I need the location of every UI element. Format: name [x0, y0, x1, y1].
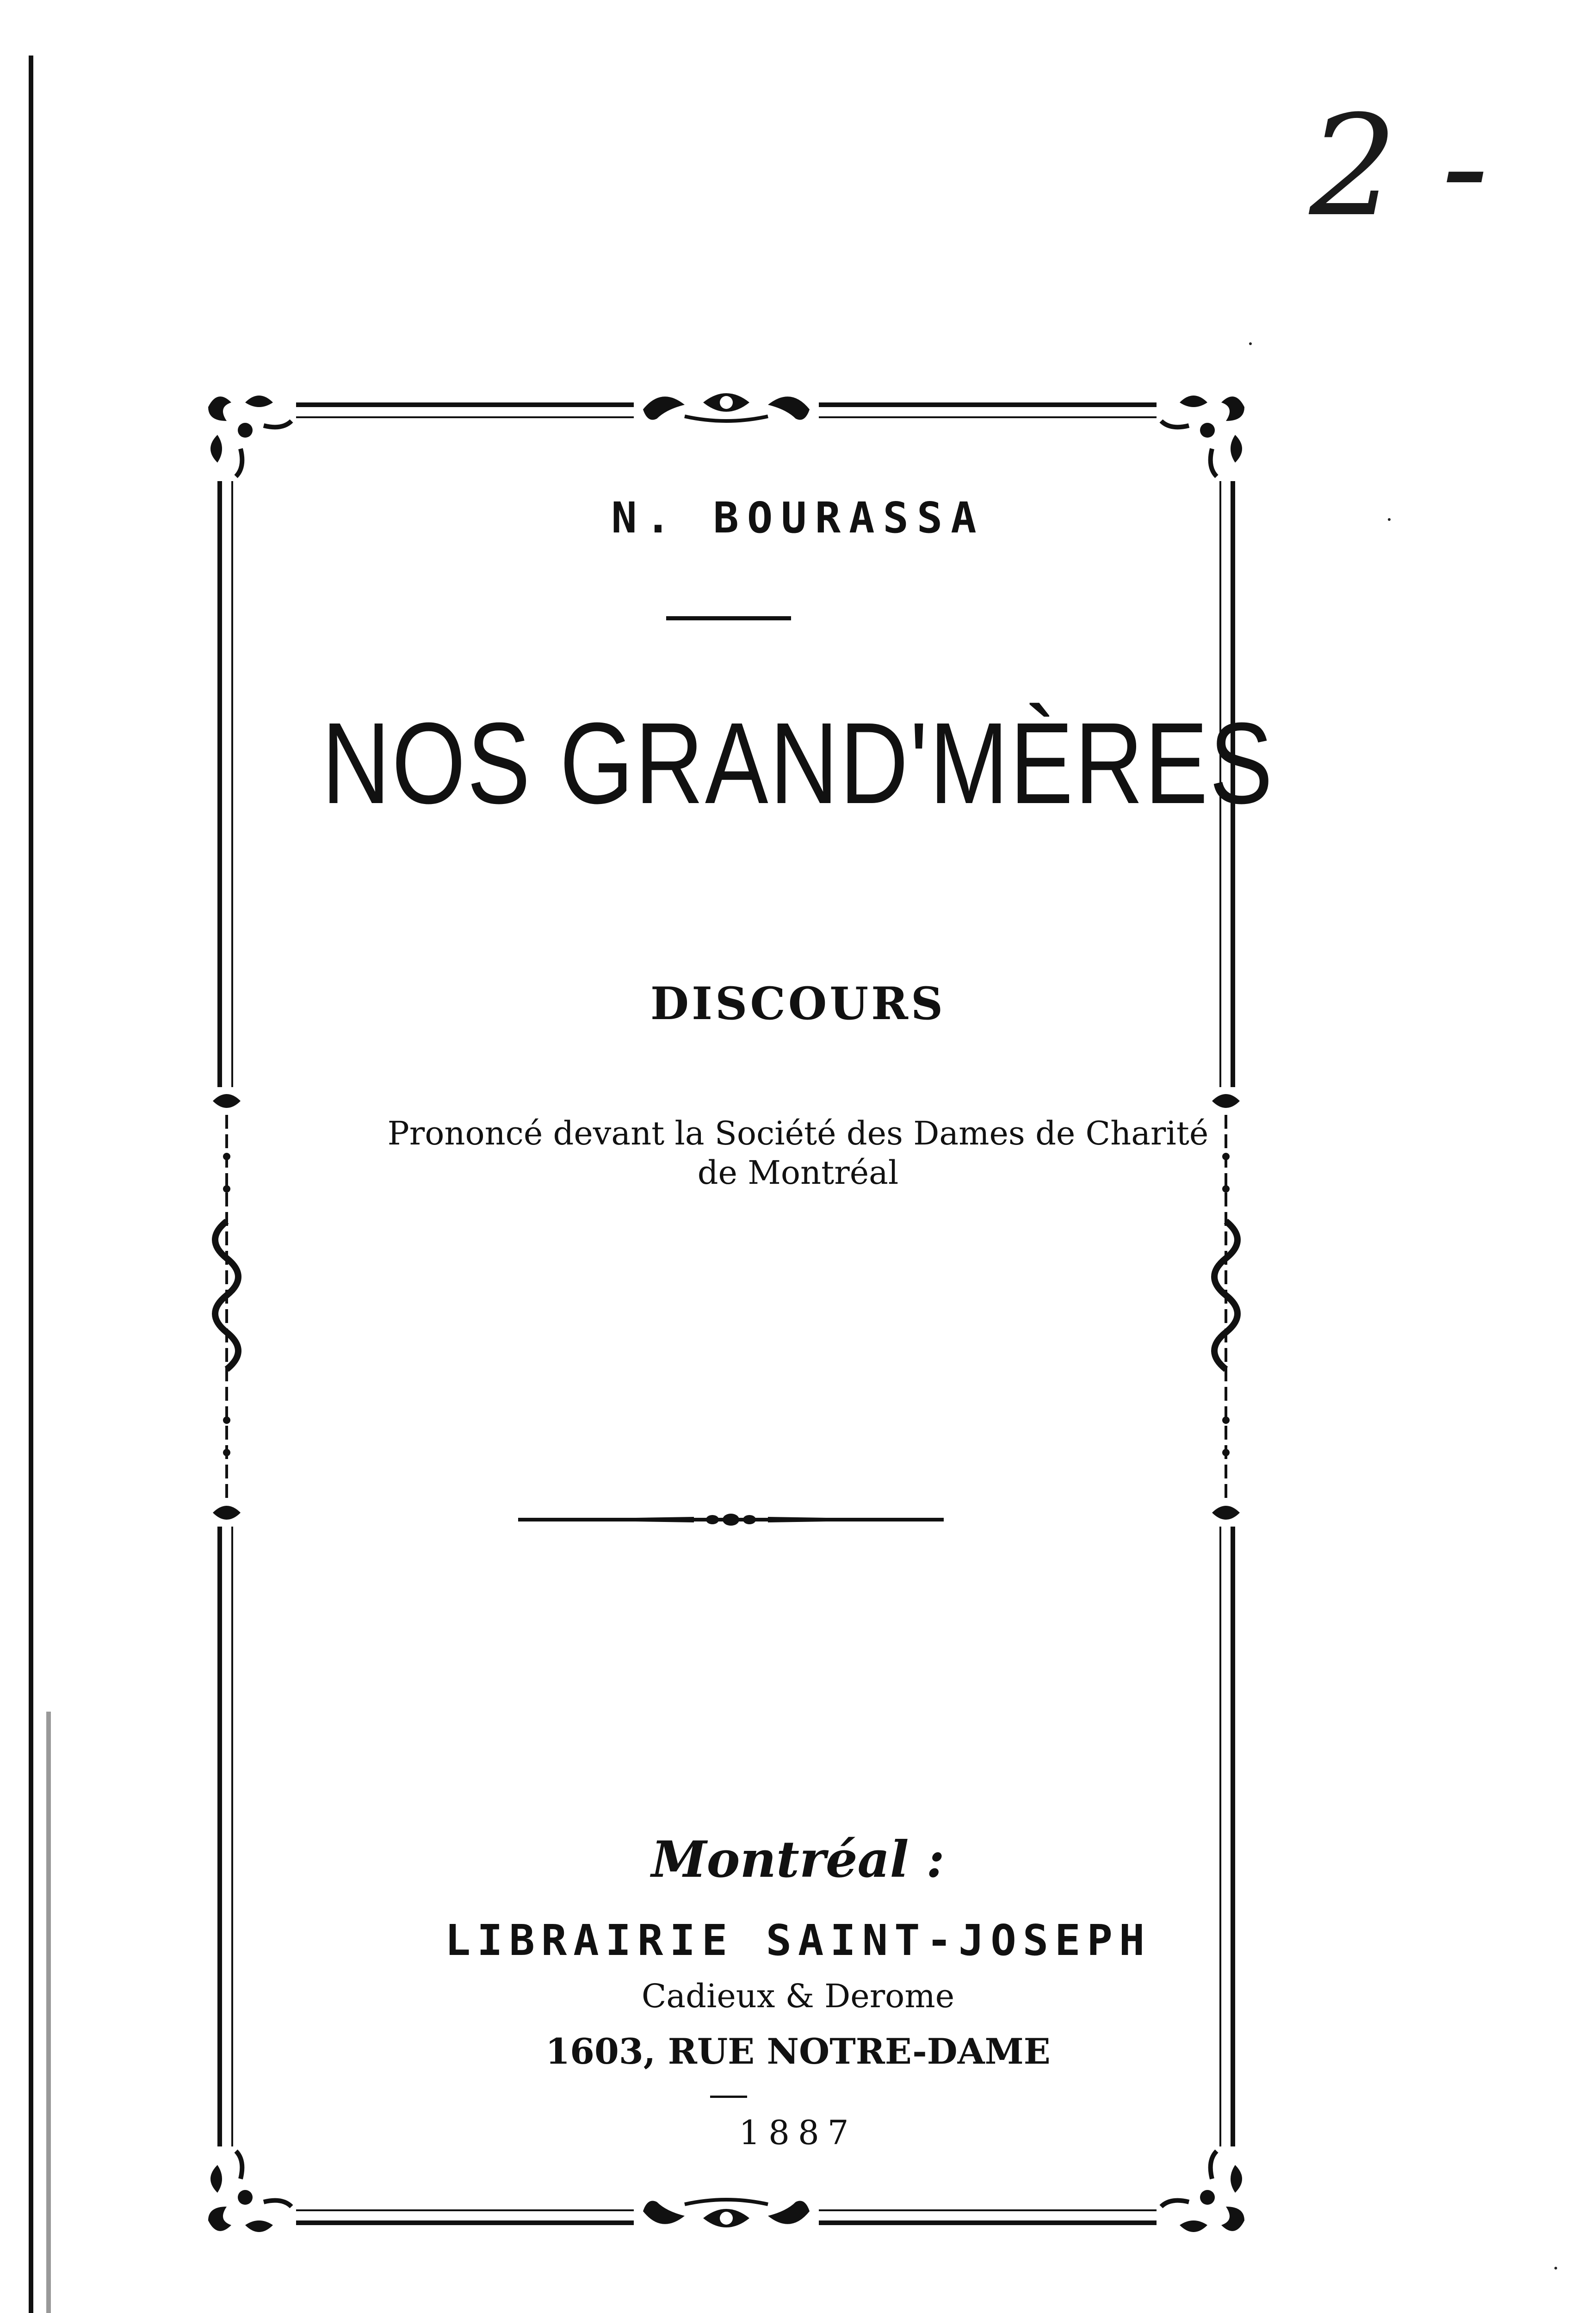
publication-city: Montréal :: [651, 1831, 945, 1889]
publisher-address: 1603, RUE NOTRE-DAME: [545, 2031, 1051, 2072]
subtitle-line-2: de Montréal: [697, 1154, 899, 1192]
divider-icon: [518, 1510, 944, 1529]
author-name: N. BOURASSA: [611, 493, 985, 543]
center-flourish-icon: [634, 2195, 819, 2237]
fleuron-icon: [194, 379, 296, 481]
fleuron-icon: [1157, 2146, 1258, 2248]
fleuron-icon: [1157, 379, 1258, 481]
corner-ornament-top-right: [1157, 379, 1258, 481]
corner-ornament-bottom-left: [194, 2146, 296, 2248]
short-rule-small: [710, 2096, 747, 2098]
top-center-ornament: [634, 384, 819, 426]
genre-label: DISCOURS: [650, 977, 946, 1030]
divider-ornament: [518, 1510, 944, 1529]
short-rule: [666, 616, 791, 620]
book-title: NOS GRAND'MÈRES: [322, 699, 1274, 828]
printer-names: Cadieux & Derome: [641, 1977, 955, 2015]
fleuron-icon: [194, 2146, 296, 2248]
corner-ornament-bottom-right: [1157, 2146, 1258, 2248]
publication-year: 1887: [739, 2113, 857, 2152]
publisher-name: LIBRAIRIE SAINT-JOSEPH: [445, 1916, 1151, 1965]
subtitle-line-1: Prononcé devant la Société des Dames de Charité: [387, 1114, 1209, 1152]
corner-ornament-top-left: [194, 379, 296, 481]
bottom-center-ornament: [634, 2195, 819, 2237]
handwritten-page-number: 2 -: [1309, 86, 1489, 247]
center-flourish-icon: [634, 384, 819, 426]
